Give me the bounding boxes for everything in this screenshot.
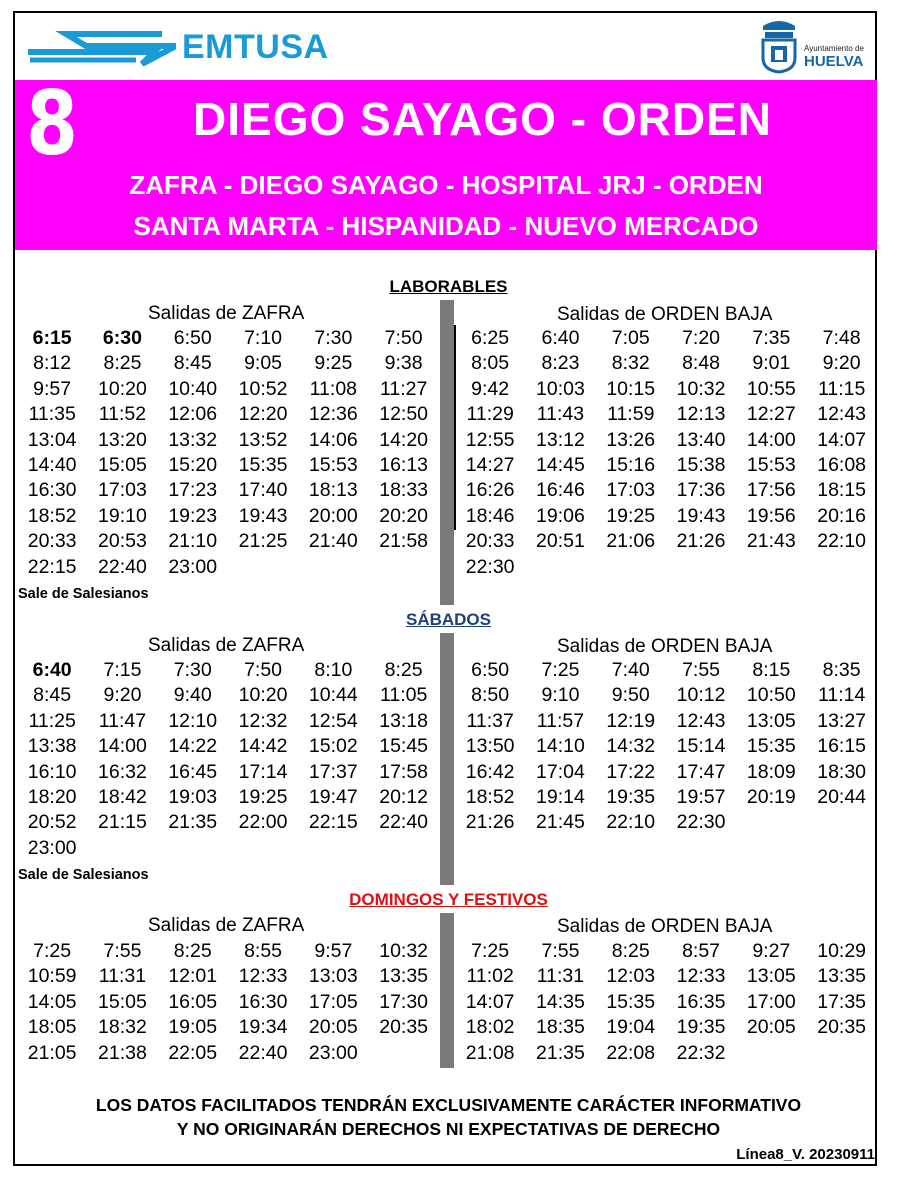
departure-time: 10:32 [379,940,429,962]
departure-time: 15:38 [676,454,726,477]
departure-time: 17:22 [606,760,656,783]
sundays-title: DOMINGOS Y FESTIVOS [349,890,548,909]
departure-time: 8:15 [752,659,791,681]
departure-time: 12:55 [465,428,515,451]
departure-time: 19:56 [746,504,796,527]
departure-time: 6:50 [471,659,510,681]
departure-time: 19:57 [676,786,726,809]
departure-time: 22:08 [606,1041,656,1064]
departure-time: 14:00 [746,428,796,451]
departure-time: 17:40 [238,479,288,502]
departure-time: 15:53 [308,454,358,477]
departure-time: 19:35 [606,786,656,809]
departure-time: 11:05 [379,684,428,707]
departure-time: 15:35 [746,735,796,758]
departure-time: 7:55 [103,940,142,962]
departure-time: 17:23 [168,479,218,502]
departure-time: 15:14 [676,735,726,758]
departure-time: 8:55 [244,940,283,962]
departure-time: 14:35 [536,990,585,1013]
departure-time: 11:15 [817,377,866,400]
departure-time: 22:15 [27,555,77,578]
departure-time: 9:40 [173,684,212,707]
departure-time: 16:30 [238,990,288,1013]
departure-time: 13:52 [238,428,288,451]
version-label: Línea8_V. 20230911 [736,1146,875,1163]
departure-time: 16:35 [676,990,726,1013]
departure-time: 22:40 [98,555,147,578]
departure-time: 12:33 [676,965,726,988]
departure-time: 15:16 [606,454,656,477]
departure-time: 9:42 [471,377,510,400]
departure-time: 7:30 [314,327,353,349]
departure-time: 21:58 [379,530,429,553]
departure-time: 8:23 [541,352,580,375]
departure-time: 9:01 [752,352,791,375]
emtusa-arrow-icon [26,24,176,70]
departure-time: 9:20 [822,352,861,375]
departure-time: 18:42 [98,786,147,809]
departure-time: 9:05 [244,352,283,375]
sundays-left-label: Salidas de ZAFRA [148,915,305,936]
departure-time: 21:38 [98,1041,147,1064]
departure-time: 21:26 [676,530,726,553]
departure-time: 18:52 [465,786,515,809]
departure-time: 12:27 [746,403,796,426]
departure-time: 6:50 [173,327,212,349]
departure-time: 10:32 [676,377,726,400]
departure-time: 18:52 [27,504,77,527]
departure-time: 13:35 [817,965,867,988]
departure-time: 19:25 [238,786,288,809]
departure-time: 21:25 [238,530,288,553]
disclaimer-line1: LOS DATOS FACILITADOS TENDRÁN EXCLUSIVAMENTE CARÁCTER INFORMATIVO [95,1095,802,1115]
departure-time: 22:30 [465,555,515,578]
departure-time: 15:05 [98,990,147,1013]
departure-time: 9:10 [541,684,580,707]
departure-time: 7:25 [471,940,510,962]
departure-time: 21:43 [746,530,796,553]
departure-time: 7:35 [752,327,791,349]
departure-time: 14:42 [238,735,288,758]
departure-time: 18:32 [98,1016,147,1039]
departure-time: 14:07 [817,428,867,451]
departure-time: 19:34 [238,1016,288,1039]
departure-time: 8:05 [471,352,510,375]
departure-time: 16:46 [536,479,585,502]
departure-time: 20:12 [379,786,429,809]
departure-time: 13:50 [465,735,515,758]
weekdays-left-label: Salidas de ZAFRA [148,303,305,324]
departure-time: 17:04 [536,760,585,783]
departure-time: 13:18 [379,709,429,732]
departure-time: 8:10 [314,659,353,681]
departure-time: 10:59 [27,965,77,988]
departure-time: 17:36 [676,479,726,502]
departure-time: 18:09 [746,760,796,783]
departure-time: 17:47 [676,760,726,783]
departure-time: 12:19 [606,709,656,732]
departure-time: 19:35 [676,1016,726,1039]
departure-time: 15:35 [238,454,288,477]
departure-time: 7:55 [682,659,721,681]
departure-time: 11:02 [466,965,514,988]
departure-time: 21:40 [308,530,358,553]
departure-time: 19:43 [238,504,288,527]
departure-time: 14:27 [465,454,515,477]
departure-time: 8:57 [682,940,721,962]
departure-time: 15:45 [379,735,429,758]
departure-time: 18:02 [465,1016,515,1039]
departure-time: 20:19 [746,786,796,809]
departure-time: 9:25 [314,352,353,375]
departure-time: 11:47 [98,709,147,732]
departure-time: 9:27 [752,940,791,962]
departure-time: 12:01 [168,965,218,988]
sundays-divider [440,913,454,1068]
departure-time: 9:20 [103,684,142,707]
departure-time: 8:25 [611,940,650,962]
departure-time: 21:05 [27,1041,77,1064]
departure-time: 6:40 [32,659,72,681]
departure-time: 12:43 [817,403,867,426]
departure-time: 16:30 [27,479,77,502]
departure-time: 10:40 [168,377,218,400]
departure-time: 11:08 [309,377,358,400]
departure-time: 16:26 [465,479,515,502]
departure-time: 7:55 [541,940,580,962]
weekdays-note: Sale de Salesianos [18,586,149,602]
departure-time: 9:57 [33,377,72,400]
departure-time: 18:33 [379,479,429,502]
departure-time: 22:40 [379,811,429,834]
saturdays-right-label: Salidas de ORDEN BAJA [557,636,773,657]
departure-time: 17:00 [746,990,796,1013]
departure-time: 22:10 [606,811,656,834]
saturdays-right-grid [455,658,877,836]
departure-time: 20:00 [308,504,358,527]
departure-time: 7:50 [384,327,423,349]
departure-time: 13:03 [308,965,358,988]
departure-time: 23:00 [168,555,218,578]
departure-time: 22:15 [308,811,358,834]
departure-time: 13:35 [379,965,429,988]
departure-time: 11:59 [607,403,655,426]
departure-time: 6:15 [32,327,72,349]
saturdays-divider [440,633,454,885]
departure-time: 21:06 [606,530,656,553]
departure-time: 13:12 [536,428,585,451]
departure-time: 17:56 [746,479,796,502]
huelva-crest-icon [757,16,801,74]
departure-time: 13:05 [746,965,796,988]
emtusa-logo [26,22,361,72]
departure-time: 20:35 [817,1016,867,1039]
departure-time: 8:25 [103,352,142,375]
departure-time: 21:08 [465,1041,515,1064]
departure-time: 22:05 [168,1041,218,1064]
departure-time: 11:57 [536,709,585,732]
departure-time: 15:20 [168,454,218,477]
departure-time: 7:48 [822,327,861,349]
route-name: DIEGO SAYAGO - ORDEN [193,93,772,145]
departure-time: 11:27 [379,377,428,400]
departure-time: 15:35 [606,990,656,1013]
departure-time: 14:22 [168,735,218,758]
departure-time: 22:32 [676,1041,726,1064]
departure-time: 14:05 [27,990,77,1013]
brand-name: EMTUSA [182,28,329,66]
departure-time: 15:53 [746,454,796,477]
departure-time: 16:45 [168,760,218,783]
departure-time: 19:06 [536,504,585,527]
departure-time: 18:13 [308,479,358,502]
departure-time: 17:03 [98,479,147,502]
departure-time: 19:05 [168,1016,218,1039]
weekdays-right-label: Salidas de ORDEN BAJA [557,304,773,325]
departure-time: 13:40 [676,428,726,451]
departure-time: 8:12 [33,352,72,375]
departure-time: 20:52 [27,811,77,834]
departure-time: 6:25 [471,327,510,349]
departure-time: 12:03 [606,965,656,988]
departure-time: 10:50 [746,684,796,707]
departure-time: 19:23 [168,504,218,527]
departure-time: 18:20 [27,786,77,809]
sundays-right-label: Salidas de ORDEN BAJA [557,916,773,937]
departure-time: 16:08 [817,454,867,477]
departure-time: 16:15 [817,735,867,758]
departure-time: 11:29 [466,403,514,426]
departure-time: 21:10 [168,530,218,553]
departure-time: 17:58 [379,760,429,783]
departure-time: 20:05 [308,1016,358,1039]
departure-time: 8:35 [822,659,861,681]
departure-time: 19:43 [676,504,726,527]
departure-time: 9:38 [384,352,423,375]
departure-time: 7:40 [611,659,650,681]
departure-time: 10:20 [238,684,288,707]
departure-time: 16:10 [27,760,77,783]
departure-time: 18:35 [536,1016,585,1039]
departure-time: 14:00 [98,735,147,758]
departure-time: 11:31 [536,965,585,988]
departure-time: 10:44 [308,684,358,707]
departure-time: 12:13 [676,403,726,426]
route-stops-line1: ZAFRA - DIEGO SAYAGO - HOSPITAL JRJ - ORDEN [129,170,763,200]
departure-time: 8:32 [611,352,650,375]
departure-time: 13:04 [27,428,77,451]
departure-time: 8:25 [384,659,423,681]
departure-time: 13:38 [27,735,77,758]
departure-time: 14:40 [27,454,77,477]
departure-time: 11:31 [98,965,147,988]
departure-time: 15:05 [98,454,147,477]
departure-time: 10:29 [817,940,867,962]
weekdays-left-grid [17,326,439,580]
sundays-right-grid [455,939,877,1066]
departure-time: 23:00 [27,836,77,859]
departure-time: 19:14 [536,786,585,809]
departure-time: 8:48 [682,352,721,375]
weekdays-divider [440,300,454,605]
departure-time: 19:25 [606,504,656,527]
departure-time: 14:32 [606,735,656,758]
departure-time: 16:42 [465,760,515,783]
departure-time: 16:05 [168,990,218,1013]
weekdays-right-grid [455,326,877,580]
city-name: HUELVA [804,53,864,70]
departure-time: 7:20 [682,327,721,349]
departure-time: 10:03 [536,377,585,400]
departure-time: 6:30 [102,327,142,349]
departure-time: 20:05 [746,1016,796,1039]
departure-time: 8:45 [33,684,72,707]
departure-time: 11:25 [28,709,76,732]
departure-time: 23:00 [308,1041,358,1064]
departure-time: 18:15 [817,479,867,502]
departure-time: 12:06 [168,403,218,426]
departure-time: 13:27 [817,709,867,732]
departure-time: 13:20 [98,428,147,451]
sundays-left-grid [17,939,439,1066]
departure-time: 13:05 [746,709,796,732]
departure-time: 20:51 [536,530,585,553]
departure-time: 14:10 [536,735,585,758]
departure-time: 17:05 [308,990,358,1013]
departure-time: 8:50 [471,684,510,707]
departure-time: 16:13 [379,454,429,477]
departure-time: 20:53 [98,530,147,553]
departure-time: 7:25 [33,940,72,962]
departure-time: 18:46 [465,504,515,527]
departure-time: 14:45 [536,454,585,477]
departure-time: 12:32 [238,709,288,732]
departure-time: 17:14 [238,760,288,783]
departure-time: 18:05 [27,1016,77,1039]
departure-time: 20:35 [379,1016,429,1039]
departure-time: 11:52 [98,403,147,426]
departure-time: 22:40 [238,1041,288,1064]
departure-time: 9:57 [314,940,353,962]
departure-time: 12:33 [238,965,288,988]
departure-time: 21:35 [168,811,218,834]
departure-time: 12:43 [676,709,726,732]
saturdays-title: SÁBADOS [405,610,491,629]
route-stops-line2: SANTA MARTA - HISPANIDAD - NUEVO MERCADO [133,211,759,241]
departure-time: 12:54 [308,709,358,732]
saturdays-left-grid [17,658,439,861]
departure-time: 21:15 [98,811,147,834]
departure-time: 10:55 [746,377,796,400]
departure-time: 17:37 [308,760,358,783]
departure-time: 14:20 [379,428,429,451]
departure-time: 20:20 [379,504,429,527]
departure-time: 12:50 [379,403,429,426]
departure-time: 16:32 [98,760,147,783]
departure-time: 8:25 [173,940,212,962]
departure-time: 7:30 [173,659,212,681]
departure-time: 17:35 [817,990,867,1013]
departure-time: 20:33 [27,530,77,553]
departure-time: 22:00 [238,811,288,834]
departure-time: 21:35 [536,1041,585,1064]
departure-time: 13:32 [168,428,218,451]
weekdays-title: LABORABLES [389,277,508,296]
departure-time: 10:20 [98,377,147,400]
departure-time: 11:37 [466,709,514,732]
departure-time: 9:50 [611,684,650,707]
departure-time: 20:33 [465,530,515,553]
departure-time: 22:10 [817,530,867,553]
departure-time: 11:35 [28,403,76,426]
disclaimer-line2: Y NO ORIGINARÁN DERECHOS NI EXPECTATIVAS DE DERECHO [176,1119,721,1139]
departure-time: 19:04 [606,1016,656,1039]
departure-time: 12:36 [308,403,358,426]
departure-time: 13:26 [606,428,656,451]
departure-time: 20:44 [817,786,867,809]
departure-time: 17:30 [379,990,429,1013]
departure-time: 10:52 [238,377,288,400]
departure-time: 7:05 [611,327,650,349]
departure-time: 17:03 [606,479,656,502]
departure-time: 7:25 [541,659,580,681]
departure-time: 10:12 [676,684,726,707]
departure-time: 14:07 [465,990,515,1013]
departure-time: 7:10 [244,327,283,349]
departure-time: 15:02 [308,735,358,758]
departure-time: 6:40 [541,327,580,349]
departure-time: 19:10 [98,504,147,527]
departure-time: 7:50 [244,659,283,681]
departure-time: 21:45 [536,811,585,834]
departure-time: 20:16 [817,504,867,527]
route-number: 8 [26,72,79,175]
departure-time: 7:15 [103,659,142,681]
departure-time: 12:10 [168,709,218,732]
saturdays-left-label: Salidas de ZAFRA [148,635,305,656]
departure-time: 10:15 [606,377,656,400]
saturdays-note: Sale de Salesianos [18,867,149,883]
city-caption: Ayuntamiento de [804,44,864,53]
departure-time: 22:30 [676,811,726,834]
departure-time: 21:26 [465,811,515,834]
departure-time: 11:43 [536,403,585,426]
departure-time: 12:20 [238,403,288,426]
departure-time: 14:06 [308,428,358,451]
departure-time: 19:47 [308,786,358,809]
departure-time: 19:03 [168,786,218,809]
departure-time: 18:30 [817,760,867,783]
departure-time: 11:14 [817,684,866,707]
departure-time: 8:45 [173,352,212,375]
